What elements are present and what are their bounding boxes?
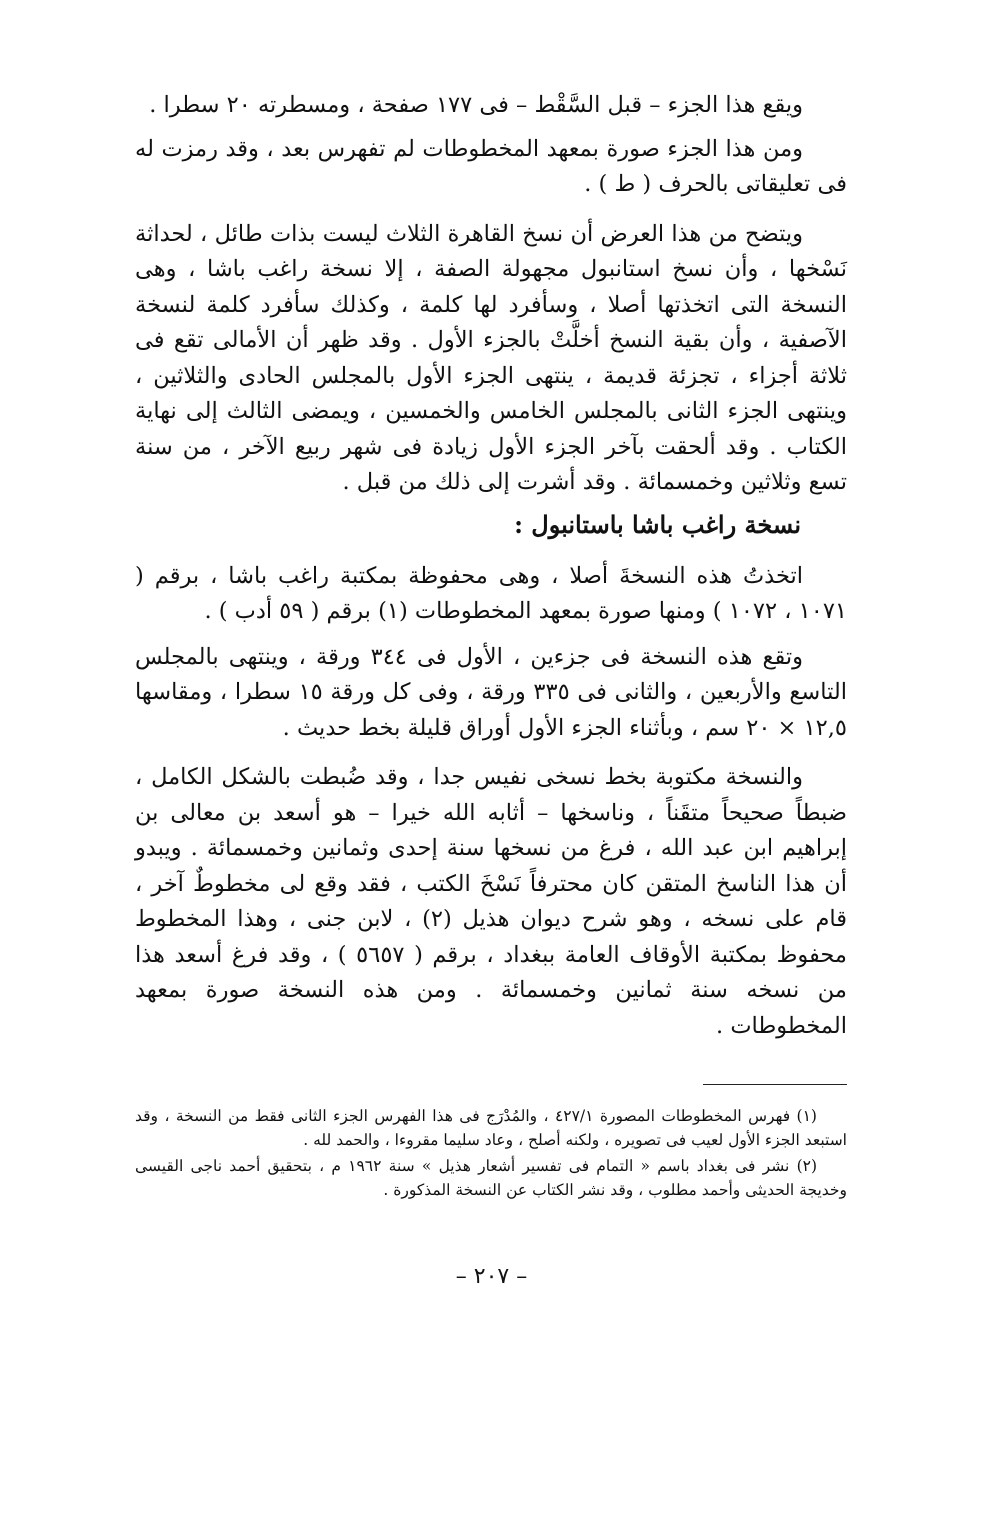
footnote-2: (٢) نشر فى بغداد باسم « التمام فى تفسير أشعار هذيل » سنة ١٩٦٢ م ، بتحقيق أحمد ناجى القيسى وخديجة الحديثى وأحمد مطلوب ، وقد نشر الكتاب عن النسخة المذكورة . bbox=[135, 1157, 847, 1199]
paragraph-manuscript-source: اتخذتُ هذه النسخةَ أصلا ، وهى محفوظة بمكتبة راغب باشا ، برقم ( ١٠٧١ ، ١٠٧٢ ) ومنها صورة بمعهد المخطوطات (١) برقم ( ٥٩ أدب ) . bbox=[135, 562, 847, 624]
paragraph-manuscript-parts: وتقع هذه النسخة فى جزءين ، الأول فى ٣٤٤ ورقة ، وينتهى بالمجلس التاسع والأربعين ، والثانى فى ٣٣٥ ورقة ، وفى كل ورقة ١٥ سطرا ، ومقاسها ١٢,٥ × ٢٠ سم ، وبأثناء الجزء الأول أوراق قليلة بخط حديث . bbox=[135, 643, 847, 741]
paragraph-manuscript-scribe: والنسخة مكتوبة بخط نسخى نفيس جدا ، وقد ضُبطت بالشكل الكامل ، ضبطاً صحيحاً متقَناً ، وناسخها – أثابه الله خيرا – هو أسعد بن معالى بن إبراهيم ابن عبد الله ، فرغ من نسخها سنة إحدى وثمانين وخمسمائة . ويبدو أن هذا الناسخ المتقن كان محترفاً نَسْخَ الكتب ، فقد وقع لى مخطوطٌ آخر ، قام على نسخه ، وهو شرح ديوان هذيل (٢) ، لابن جنى ، وهذا المخطوط محفوظ بمكتبة الأوقاف العامة ببغداد ، برقم ( ٥٦٥٧ ) ، وقد فرغ أسعد هذا من نسخه سنة ثمانين وخمسمائة . ومن هذه النسخة صورة بمعهد المخطوطات . bbox=[135, 764, 847, 1039]
footnotes bbox=[135, 1104, 847, 1204]
page-number: – ٢٠٧ – bbox=[455, 1264, 528, 1289]
paragraph-juz-copy: ومن هذا الجزء صورة بمعهد المخطوطات لم تفهرس بعد ، وقد رمزت له فى تعليقاتى بالحرف ( ط ) . bbox=[135, 135, 847, 197]
paragraph-juz-pages: ويقع هذا الجزء – قبل السَّقْط – فى ١٧٧ صفحة ، ومسطرته ٢٠ سطرا . bbox=[149, 92, 803, 118]
paragraph-overview: ويتضح من هذا العرض أن نسخ القاهرة الثلاث ليست بذات طائل ، لحداثة نَسْخها ، وأن نسخ استانبول مجهولة الصفة ، إلا نسخة راغب باشا ، وهى النسخة التى اتخذتها أصلا ، وسأفرد لها كلمة ، وكذلك سأفرد كلمة لنسخة الآصفية ، وأن بقية النسخ أخلَّتْ بالجزء الأول . وقد ظهر أن الأمالى تقع فى ثلاثة أجزاء ، تجزئة قديمة ، ينتهى الجزء الأول بالمجلس الحادى والثلاثين ، وينتهى الجزء الثانى بالمجلس الخامس والخمسين ، ويمضى الثالث إلى نهاية الكتاب . وقد ألحقت بآخر الجزء الأول زيادة فى شهر ربيع الآخر ، من سنة تسع وثلاثين وخمسمائة . وقد أشرت إلى ذلك من قبل . bbox=[135, 220, 847, 495]
section-heading: نسخة راغب باشا باستانبول : bbox=[514, 509, 801, 539]
main-text bbox=[135, 88, 847, 1044]
footnote-1: (١) فهرس المخطوطات المصورة ٤٢٧/١ ، والمُدْرَج فى هذا الفهرس الجزء الثانى فقط من النسخة ، وقد استبعد الجزء الأول لعيب فى تصويره ، ولكنه أصلح ، وعاد سليما مقروءا ، والحمد لله . bbox=[135, 1107, 847, 1149]
footnote-divider bbox=[703, 1084, 847, 1085]
